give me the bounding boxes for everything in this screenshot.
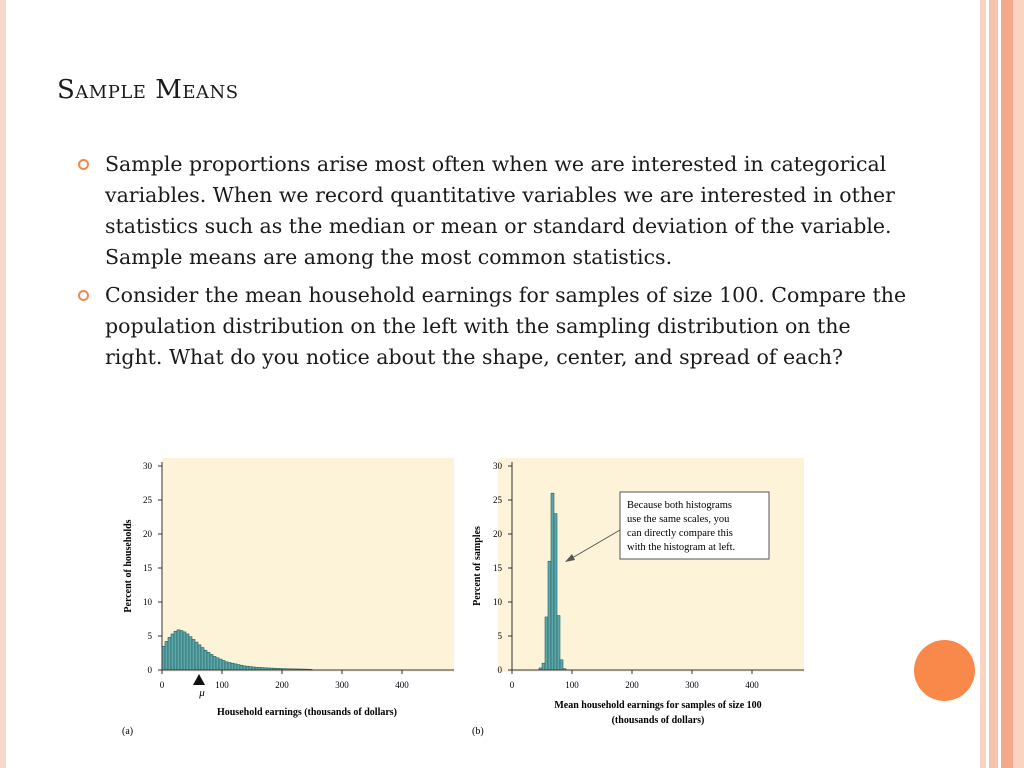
histogram-bar: [198, 645, 201, 670]
histogram-bar: [246, 666, 249, 670]
histogram-bar: [542, 663, 545, 670]
bullet-item: [78, 149, 908, 273]
x-tick-label: 0: [159, 680, 165, 690]
histogram-bar: [560, 660, 563, 670]
histogram-bar: [237, 665, 240, 670]
histogram-bar: [183, 632, 186, 670]
histogram-bar: [222, 660, 225, 670]
histogram-bar: [186, 634, 189, 670]
bullet-circle-icon: [78, 159, 89, 170]
histogram-bar: [168, 637, 171, 670]
histogram-bar: [207, 652, 210, 670]
callout-line-3: can directly compare this: [627, 528, 733, 539]
y-tick-label: 10: [143, 597, 152, 607]
right-stripe-6: [1013, 0, 1024, 768]
bullet-text: Sample proportions arise most often when we are interested in categorical variables. When we record quantitative variables we are interested in other statistics such as the median or mean or standard deviation of the variable. Sample means are among the most common statistics.: [105, 152, 895, 269]
bullet-text: Consider the mean household earnings for samples of size 100. Compare the population distribution on the left with the sampling distribution on the right. What do you notice about the shape, center, and spread of each?: [105, 283, 907, 369]
histogram-bar: [165, 641, 168, 670]
histogram-bar: [243, 666, 246, 670]
bullet-list: [78, 149, 908, 380]
histogram-bar: [240, 665, 243, 670]
y-tick-label: 15: [493, 563, 502, 573]
x-tick-label: 0: [509, 680, 515, 690]
x-tick-label: 200: [625, 680, 639, 690]
x-axis-label-a: Household earnings (thousands of dollars): [216, 707, 398, 718]
callout-line-4: with the histogram at left.: [627, 542, 736, 553]
histogram-bar: [213, 656, 216, 670]
histogram-bar: [180, 631, 183, 670]
mu-label: μ: [199, 687, 205, 699]
histogram-bar: [554, 514, 557, 670]
x-tick-label: 400: [745, 680, 759, 690]
left-border: [0, 0, 6, 768]
histogram-bar: [210, 654, 213, 670]
x-axis-label-b-line1: Mean household earnings for samples of size 100: [554, 700, 762, 711]
y-tick-label: 10: [493, 597, 502, 607]
histogram-bar: [171, 634, 174, 670]
histogram-bar: [201, 648, 204, 670]
y-tick-label: 15: [143, 563, 152, 573]
histogram-bar: [219, 659, 222, 670]
y-axis-label-a: Percent of households: [123, 519, 134, 613]
y-tick-label: 5: [147, 631, 152, 641]
histogram-bar: [174, 631, 177, 670]
histogram-bar: [177, 630, 180, 670]
y-tick-label: 25: [143, 495, 152, 505]
callout-line-2: use the same scales, you: [627, 514, 730, 525]
histogram-bar: [234, 664, 237, 670]
plot-area-b: [498, 458, 804, 672]
bullet-item: [78, 280, 908, 373]
y-tick-label: 30: [143, 461, 152, 471]
panel-label-a: (a): [122, 726, 134, 737]
y-axis-label-b: Percent of samples: [472, 526, 483, 606]
x-ticks-b: [510, 670, 760, 690]
histogram-bar: [228, 663, 231, 670]
chart-panel-a: [122, 458, 454, 737]
y-tick-label: 0: [147, 665, 152, 675]
right-stripe-5: [1001, 0, 1013, 768]
decorative-circle: [914, 640, 975, 701]
histogram-bar: [231, 663, 234, 670]
histogram-bar: [192, 639, 195, 670]
plot-area-a: [162, 458, 454, 672]
y-tick-label: 30: [493, 461, 502, 471]
x-tick-label: 200: [275, 680, 289, 690]
y-tick-label: 0: [497, 665, 502, 675]
mu-marker-icon: [193, 674, 205, 685]
y-ticks-a: [143, 461, 162, 675]
y-tick-label: 20: [493, 529, 502, 539]
histogram-bar: [548, 561, 551, 670]
histogram-bar: [225, 662, 228, 670]
y-tick-label: 20: [143, 529, 152, 539]
histogram-bar: [551, 493, 554, 670]
histogram-bar: [545, 617, 548, 670]
callout-line-1: Because both histograms: [627, 500, 732, 511]
x-tick-label: 300: [335, 680, 349, 690]
y-tick-label: 25: [493, 495, 502, 505]
histogram-bar: [189, 637, 192, 670]
histogram-bar: [204, 650, 207, 670]
x-tick-label: 100: [565, 680, 579, 690]
slide-title: Sample Means: [57, 75, 239, 105]
right-stripe-3: [989, 0, 998, 768]
bullet-circle-icon: [78, 290, 89, 301]
histogram-bar: [195, 642, 198, 670]
histogram-bar: [557, 616, 560, 670]
histogram-bar: [249, 667, 252, 670]
chart-panel-b: [472, 458, 804, 737]
x-tick-label: 400: [395, 680, 409, 690]
histogram-figure: [115, 452, 815, 744]
y-tick-label: 5: [497, 631, 502, 641]
panel-label-b: (b): [472, 726, 484, 737]
x-tick-label: 100: [215, 680, 229, 690]
x-tick-label: 300: [685, 680, 699, 690]
callout-box: [620, 492, 769, 559]
x-axis-label-b-line2: (thousands of dollars): [611, 715, 705, 726]
histogram-bar: [216, 658, 219, 670]
